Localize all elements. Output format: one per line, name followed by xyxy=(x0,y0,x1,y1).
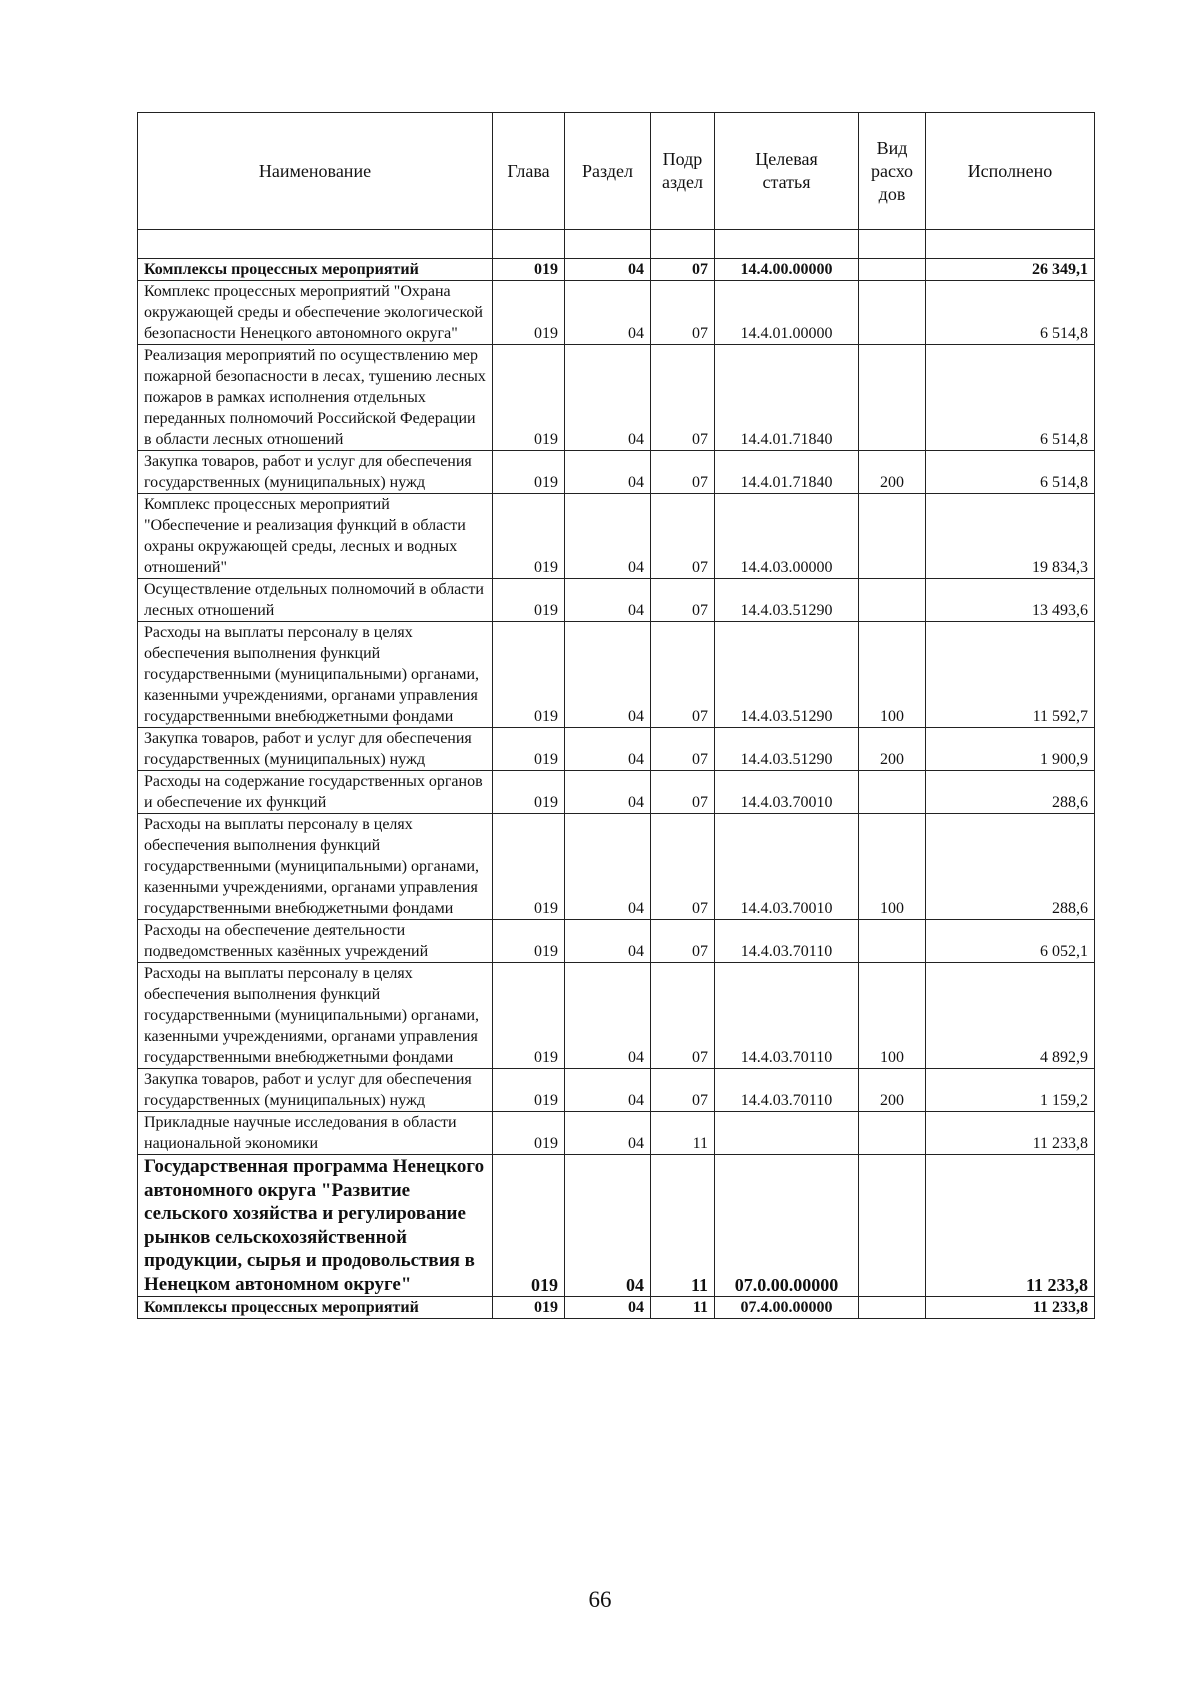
row-amount: 6 052,1 xyxy=(926,920,1095,963)
row-vid: 100 xyxy=(859,622,926,728)
table-body xyxy=(138,259,1095,1319)
row-razdel: 04 xyxy=(565,728,651,771)
row-razdel: 04 xyxy=(565,1112,651,1155)
row-vid xyxy=(859,345,926,451)
table-row xyxy=(138,579,1095,622)
row-glava: 019 xyxy=(493,1297,565,1319)
table-row xyxy=(138,963,1095,1069)
row-vid xyxy=(859,1112,926,1155)
table-row xyxy=(138,1155,1095,1297)
row-vid: 200 xyxy=(859,728,926,771)
row-name: Расходы на выплаты персоналу в целях обеспечения выполнения функций государственными (муниципальными) органами, казенными учреждениями, органами управления государственными внебюджетными фондами xyxy=(138,622,493,728)
table-row xyxy=(138,259,1095,281)
row-amount: 4 892,9 xyxy=(926,963,1095,1069)
table-row xyxy=(138,345,1095,451)
table-row xyxy=(138,494,1095,579)
row-podrazdel: 07 xyxy=(651,259,715,281)
table-row xyxy=(138,814,1095,920)
row-razdel: 04 xyxy=(565,963,651,1069)
row-name: Комплексы процессных мероприятий xyxy=(138,1297,493,1319)
row-podrazdel: 11 xyxy=(651,1155,715,1297)
table-row xyxy=(138,920,1095,963)
header-podrazdel: Подр аздел xyxy=(651,113,715,230)
header-spacer xyxy=(138,230,1095,259)
row-glava: 019 xyxy=(493,814,565,920)
row-podrazdel: 07 xyxy=(651,771,715,814)
row-tselevaya xyxy=(715,1112,859,1155)
row-glava: 019 xyxy=(493,728,565,771)
row-podrazdel: 11 xyxy=(651,1112,715,1155)
row-tselevaya: 14.4.01.71840 xyxy=(715,345,859,451)
row-tselevaya: 14.4.00.00000 xyxy=(715,259,859,281)
row-tselevaya: 07.0.00.00000 xyxy=(715,1155,859,1297)
row-podrazdel: 07 xyxy=(651,622,715,728)
row-glava: 019 xyxy=(493,963,565,1069)
row-vid xyxy=(859,579,926,622)
row-name: Расходы на обеспечение деятельности подведомственных казённых учреждений xyxy=(138,920,493,963)
row-tselevaya: 14.4.03.70110 xyxy=(715,1069,859,1112)
row-podrazdel: 07 xyxy=(651,728,715,771)
row-vid xyxy=(859,1297,926,1319)
row-podrazdel: 07 xyxy=(651,579,715,622)
header-tselevaya: Целевая статья xyxy=(715,113,859,230)
table-row xyxy=(138,771,1095,814)
row-name: Комплекс процессных мероприятий "Обеспечение и реализация функций в области охраны окружающей среды, лесных и водных отношений" xyxy=(138,494,493,579)
header-razdel: Раздел xyxy=(565,113,651,230)
row-razdel: 04 xyxy=(565,579,651,622)
row-podrazdel: 07 xyxy=(651,1069,715,1112)
row-tselevaya: 14.4.03.70010 xyxy=(715,814,859,920)
table-row xyxy=(138,622,1095,728)
row-glava: 019 xyxy=(493,259,565,281)
row-amount: 6 514,8 xyxy=(926,451,1095,494)
row-vid xyxy=(859,281,926,345)
row-amount: 6 514,8 xyxy=(926,345,1095,451)
row-tselevaya: 07.4.00.00000 xyxy=(715,1297,859,1319)
row-glava: 019 xyxy=(493,451,565,494)
row-amount: 1 900,9 xyxy=(926,728,1095,771)
row-razdel: 04 xyxy=(565,814,651,920)
row-podrazdel: 07 xyxy=(651,345,715,451)
row-glava: 019 xyxy=(493,622,565,728)
row-amount: 13 493,6 xyxy=(926,579,1095,622)
row-glava: 019 xyxy=(493,345,565,451)
row-name: Закупка товаров, работ и услуг для обеспечения государственных (муниципальных) нужд xyxy=(138,1069,493,1112)
table-row xyxy=(138,451,1095,494)
table-row xyxy=(138,1069,1095,1112)
row-glava: 019 xyxy=(493,1112,565,1155)
row-glava: 019 xyxy=(493,1069,565,1112)
row-amount: 288,6 xyxy=(926,814,1095,920)
table-row xyxy=(138,281,1095,345)
row-tselevaya: 14.4.03.70010 xyxy=(715,771,859,814)
row-podrazdel: 07 xyxy=(651,920,715,963)
row-podrazdel: 07 xyxy=(651,814,715,920)
row-name: Расходы на содержание государственных органов и обеспечение их функций xyxy=(138,771,493,814)
row-name: Расходы на выплаты персоналу в целях обеспечения выполнения функций государственными (муниципальными) органами, казенными учреждениями, органами управления государственными внебюджетными фондами xyxy=(138,963,493,1069)
row-podrazdel: 11 xyxy=(651,1297,715,1319)
row-amount: 6 514,8 xyxy=(926,281,1095,345)
row-name: Реализация мероприятий по осуществлению мер пожарной безопасности в лесах, тушению лесных пожаров в рамках исполнения отдельных переданных полномочий Российской Федерации в области лесных отношений xyxy=(138,345,493,451)
row-podrazdel: 07 xyxy=(651,963,715,1069)
row-razdel: 04 xyxy=(565,259,651,281)
row-vid: 100 xyxy=(859,814,926,920)
row-name: Закупка товаров, работ и услуг для обеспечения государственных (муниципальных) нужд xyxy=(138,451,493,494)
table-header xyxy=(138,113,1095,259)
row-razdel: 04 xyxy=(565,494,651,579)
row-tselevaya: 14.4.03.51290 xyxy=(715,728,859,771)
row-razdel: 04 xyxy=(565,1069,651,1112)
row-amount: 11 233,8 xyxy=(926,1112,1095,1155)
row-razdel: 04 xyxy=(565,1155,651,1297)
row-tselevaya: 14.4.03.51290 xyxy=(715,622,859,728)
row-glava: 019 xyxy=(493,494,565,579)
row-glava: 019 xyxy=(493,920,565,963)
row-glava: 019 xyxy=(493,1155,565,1297)
row-glava: 019 xyxy=(493,579,565,622)
row-tselevaya: 14.4.01.00000 xyxy=(715,281,859,345)
row-podrazdel: 07 xyxy=(651,494,715,579)
row-razdel: 04 xyxy=(565,451,651,494)
row-amount: 288,6 xyxy=(926,771,1095,814)
row-amount: 11 233,8 xyxy=(926,1155,1095,1297)
row-vid xyxy=(859,259,926,281)
row-name: Комплексы процессных мероприятий xyxy=(138,259,493,281)
row-glava: 019 xyxy=(493,281,565,345)
row-tselevaya: 14.4.01.71840 xyxy=(715,451,859,494)
row-podrazdel: 07 xyxy=(651,451,715,494)
header-vid: Вид расхо дов xyxy=(859,113,926,230)
table-row xyxy=(138,1297,1095,1319)
row-amount: 11 233,8 xyxy=(926,1297,1095,1319)
row-vid: 200 xyxy=(859,1069,926,1112)
row-amount: 19 834,3 xyxy=(926,494,1095,579)
row-amount: 1 159,2 xyxy=(926,1069,1095,1112)
row-razdel: 04 xyxy=(565,622,651,728)
row-razdel: 04 xyxy=(565,1297,651,1319)
row-vid xyxy=(859,771,926,814)
row-razdel: 04 xyxy=(565,281,651,345)
row-amount: 26 349,1 xyxy=(926,259,1095,281)
header-glava: Глава xyxy=(493,113,565,230)
table-row xyxy=(138,1112,1095,1155)
row-name: Прикладные научные исследования в области национальной экономики xyxy=(138,1112,493,1155)
row-vid xyxy=(859,494,926,579)
row-amount: 11 592,7 xyxy=(926,622,1095,728)
row-vid xyxy=(859,1155,926,1297)
row-name: Расходы на выплаты персоналу в целях обеспечения выполнения функций государственными (муниципальными) органами, казенными учреждениями, органами управления государственными внебюджетными фондами xyxy=(138,814,493,920)
table-row xyxy=(138,728,1095,771)
header-ispolneno: Исполнено xyxy=(926,113,1095,230)
row-name: Закупка товаров, работ и услуг для обеспечения государственных (муниципальных) нужд xyxy=(138,728,493,771)
row-razdel: 04 xyxy=(565,345,651,451)
row-vid xyxy=(859,920,926,963)
budget-table xyxy=(137,112,1095,1319)
row-tselevaya: 14.4.03.70110 xyxy=(715,920,859,963)
row-name: Государственная программа Ненецкого автономного округа "Развитие сельского хозяйства и регулирование рынков сельскохозяйственной продукции, сырья и продовольствия в Ненецком автономном округе" xyxy=(138,1155,493,1297)
row-name: Комплекс процессных мероприятий "Охрана окружающей среды и обеспечение экологической безопасности Ненецкого автономного округа" xyxy=(138,281,493,345)
row-name: Осуществление отдельных полномочий в области лесных отношений xyxy=(138,579,493,622)
row-glava: 019 xyxy=(493,771,565,814)
row-vid: 200 xyxy=(859,451,926,494)
row-tselevaya: 14.4.03.51290 xyxy=(715,579,859,622)
row-tselevaya: 14.4.03.70110 xyxy=(715,963,859,1069)
page-number: 66 xyxy=(588,1587,612,1612)
row-razdel: 04 xyxy=(565,920,651,963)
row-razdel: 04 xyxy=(565,771,651,814)
row-vid: 100 xyxy=(859,963,926,1069)
header-name: Наименование xyxy=(138,113,493,230)
row-tselevaya: 14.4.03.00000 xyxy=(715,494,859,579)
row-podrazdel: 07 xyxy=(651,281,715,345)
